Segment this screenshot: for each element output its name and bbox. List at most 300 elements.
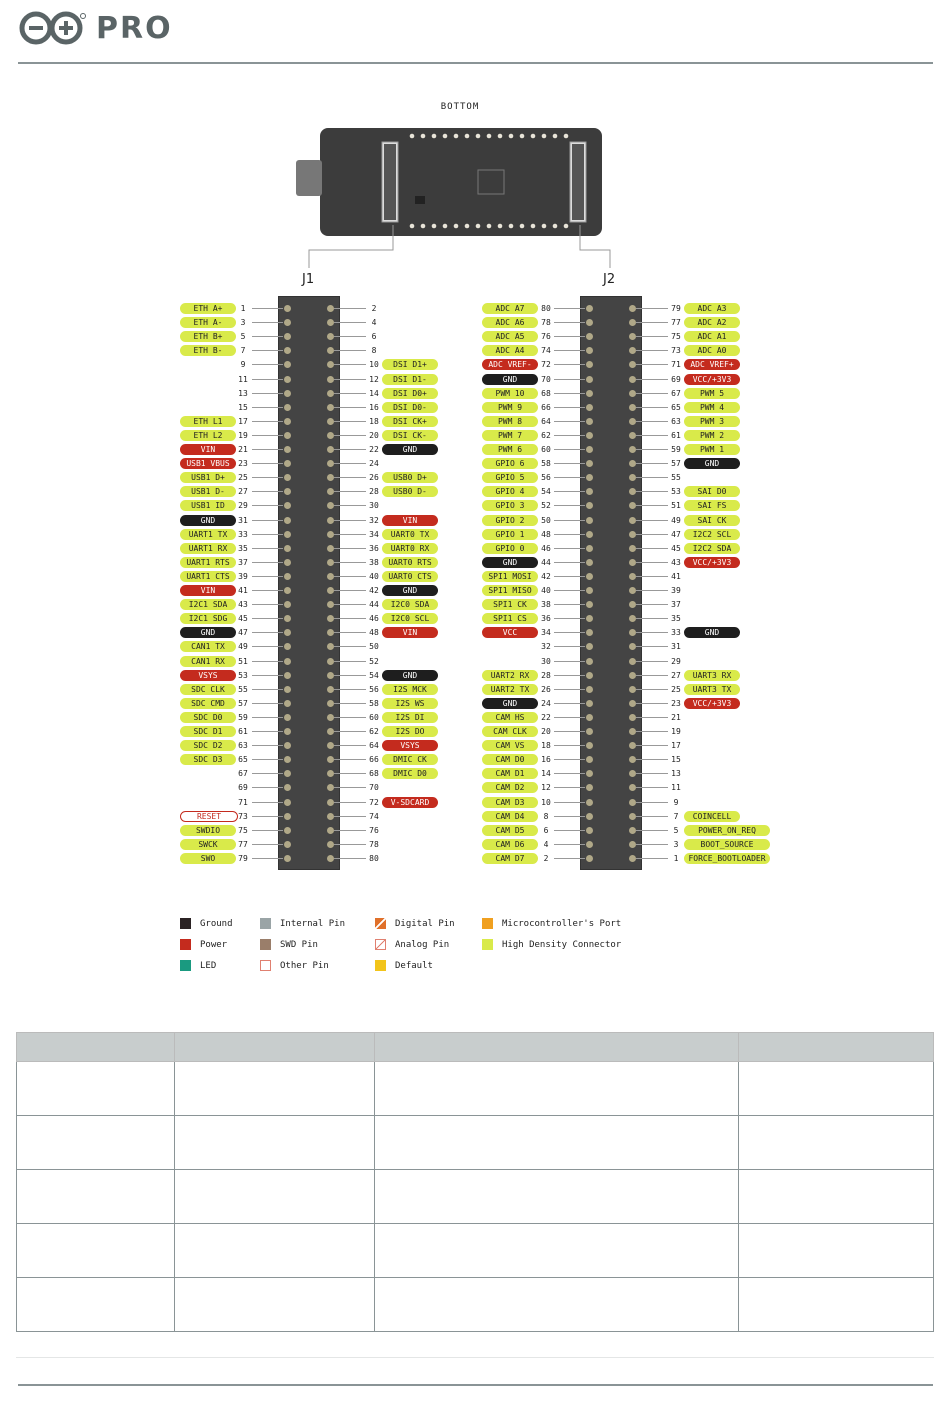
j1-right-pin-number: 16	[369, 402, 379, 412]
j2-left-pin-number: 14	[541, 769, 551, 779]
j1-right-pin-lead	[334, 661, 366, 662]
j1-right-pin-number: 60	[369, 712, 379, 722]
j2-left-pin-lead	[554, 604, 585, 605]
j1-left-pin-pad	[284, 841, 291, 848]
j1-left-pin-label: ETH B-	[180, 345, 236, 356]
j1-right-pin-number: 44	[369, 600, 379, 610]
j1-left-pin-lead	[252, 534, 283, 535]
j1-right-pin-number: 72	[369, 797, 379, 807]
j1-left-pin-label: VIN	[180, 444, 236, 455]
j1-right-pin-label: VIN	[382, 515, 438, 526]
j1-right-pin-label: I2S MCK	[382, 684, 438, 695]
j2-right-pin-number: 71	[671, 360, 681, 370]
j1-right-pin-lead	[334, 449, 366, 450]
j2-left-pin-lead	[554, 745, 585, 746]
j1-left-pin-label: SDC D1	[180, 726, 236, 737]
j2-left-pin-lead	[554, 675, 585, 676]
j1-left-pin-label: UART1 CTS	[180, 571, 236, 582]
j1-right-pin-pad	[327, 813, 334, 820]
j2-left-pin-number: 18	[541, 741, 551, 751]
j2-left-pin-number: 50	[541, 515, 551, 525]
j1-left-pin-lead	[252, 449, 283, 450]
j1-left-pin-pad	[284, 700, 291, 707]
legend-swatch	[260, 918, 271, 929]
j1-left-pin-pad	[284, 587, 291, 594]
j2-left-pin-pad	[586, 686, 593, 693]
j1-right-pin-pad	[327, 573, 334, 580]
j1-left-pin-number: 71	[238, 797, 248, 807]
legend-label: Analog Pin	[395, 939, 450, 950]
j2-left-pin-number: 60	[541, 445, 551, 454]
j2-left-pin-lead	[554, 435, 585, 436]
j2-right-pin-label: COINCELL	[684, 811, 740, 822]
j1-left-pin-label: USB1 VBUS	[180, 458, 236, 469]
j1-left-pin-lead	[252, 745, 283, 746]
j1-right-pin-number: 36	[369, 543, 379, 553]
j1-right-pin-pad	[327, 728, 334, 735]
j1-left-pin-pad	[284, 418, 291, 425]
table-row	[17, 1224, 934, 1278]
j2-left-pin-number: 44	[541, 557, 551, 567]
legend-swatch	[260, 939, 271, 950]
j2-right-pin-number: 59	[671, 445, 681, 454]
j1-left-pin-lead	[252, 379, 283, 380]
j1-left-pin-number: 53	[238, 670, 248, 680]
j2-left-pin-label: CAM VS	[482, 740, 538, 751]
j1-right-pin-label: USB0 D+	[382, 472, 438, 483]
j2-right-pin-label: ADC A0	[684, 345, 740, 356]
j1-left-pin-pad	[284, 390, 291, 397]
j2-left-pin-number: 32	[541, 642, 551, 652]
j2-left-pin-lead	[554, 717, 585, 718]
j2-right-pin-label: UART3 TX	[684, 684, 740, 695]
j1-right-pin-label: I2S WS	[382, 698, 438, 709]
j1-right-pin-number: 78	[369, 839, 379, 849]
legend-label: Ground	[200, 918, 233, 929]
j1-right-pin-number: 54	[369, 670, 379, 680]
j1-right-pin-number: 24	[369, 459, 379, 469]
j2-right-pin-pad	[629, 432, 636, 439]
j1-right-pin-label: GND	[382, 585, 438, 596]
j1-right-pin-label: VIN	[382, 627, 438, 638]
j1-left-pin-lead	[252, 604, 283, 605]
j1-left-pin-number: 33	[238, 529, 248, 539]
j1-right-pin-lead	[334, 505, 366, 506]
j1-right-pin-number: 32	[369, 515, 379, 525]
j2-right-pin-lead	[636, 731, 668, 732]
j2-right-pin-number: 79	[671, 304, 681, 313]
j1-left-pin-lead	[252, 717, 283, 718]
j2-right-pin-pad	[629, 545, 636, 552]
j2-left-pin-label: ADC A4	[482, 345, 538, 356]
j1-right-pin-lead	[334, 364, 366, 365]
j2-right-pin-number: 67	[671, 388, 681, 398]
j2-right-pin-pad	[629, 813, 636, 820]
legend-label: LED	[200, 960, 217, 971]
j2-left-pin-pad	[586, 559, 593, 566]
j2-right-pin-label: VCC/+3V3	[684, 557, 740, 568]
j2-right-pin-label: GND	[684, 627, 740, 638]
j2-right-pin-pad	[629, 573, 636, 580]
j2-right-pin-pad	[629, 700, 636, 707]
j1-right-pin-number: 22	[369, 445, 379, 454]
j1-left-pin-lead	[252, 393, 283, 394]
j2-left-pin-label: ADC A5	[482, 331, 538, 342]
j1-left-pin-label: SWDIO	[180, 825, 236, 836]
j1-left-pin-number: 55	[238, 684, 248, 694]
j1-left-pin-pad	[284, 799, 291, 806]
j2-right-pin-number: 25	[671, 684, 681, 694]
j2-right-pin-label: VCC/+3V3	[684, 374, 740, 385]
j1-left-pin-pad	[284, 517, 291, 524]
j2-left-pin-label: CAM D0	[482, 754, 538, 765]
j2-right-pin-lead	[636, 618, 668, 619]
j1-left-pin-label: CAN1 RX	[180, 656, 236, 667]
legend-item	[375, 960, 433, 971]
j1-right-pin-label: GND	[382, 444, 438, 455]
j1-right-pin-label: I2S DI	[382, 712, 438, 723]
j2-right-pin-number: 63	[671, 416, 681, 426]
view-label: BOTTOM	[440, 102, 480, 112]
j1-left-pin-lead	[252, 703, 283, 704]
j2-left-pin-label: UART2 TX	[482, 684, 538, 695]
j2-left-pin-label: PWM 7	[482, 430, 538, 441]
j1-left-pin-label: SDC D2	[180, 740, 236, 751]
j1-left-pin-number: 79	[238, 853, 248, 863]
j2-right-pin-pad	[629, 404, 636, 411]
j2-label: J2	[603, 272, 616, 287]
j2-right-pin-number: 61	[671, 430, 681, 440]
j2-right-pin-number: 7	[673, 811, 679, 821]
j1-left-pin-lead	[252, 491, 283, 492]
j2-right-pin-lead	[636, 802, 668, 803]
j2-right-pin-label: POWER_ON_REQ	[684, 825, 770, 836]
j1-right-pin-label: UART0 RTS	[382, 557, 438, 568]
j2-right-pin-label: ADC A3	[684, 303, 740, 314]
legend-swatch	[180, 918, 191, 929]
j2-right-pin-pad	[629, 446, 636, 453]
legend-swatch	[482, 939, 493, 950]
j2-left-pin-number: 46	[541, 543, 551, 553]
j1-left-pin-pad	[284, 658, 291, 665]
j1-left-pin-label: ETH L1	[180, 416, 236, 427]
j2-left-pin-lead	[554, 407, 585, 408]
j2-left-pin-label: SPI1 CS	[482, 613, 538, 624]
j2-right-pin-number: 55	[671, 473, 681, 483]
j2-right-pin-pad	[629, 714, 636, 721]
legend-item	[375, 918, 455, 929]
j1-right-pin-label: UART0 RX	[382, 543, 438, 554]
j1-right-pin-number: 30	[369, 501, 379, 511]
j2-left-pin-lead	[554, 491, 585, 492]
j1-right-pin-pad	[327, 686, 334, 693]
j2-right-pin-lead	[636, 703, 668, 704]
j1-right-pin-number: 26	[369, 473, 379, 483]
j1-right-pin-pad	[327, 545, 334, 552]
j1-left-pin-label: RESET	[180, 811, 238, 822]
j1-left-pin-label: USB1 D+	[180, 472, 236, 483]
j2-left-pin-lead	[554, 703, 585, 704]
j1-left-pin-number: 77	[238, 839, 248, 849]
j2-left-pin-pad	[586, 517, 593, 524]
j2-right-pin-number: 77	[671, 318, 681, 328]
j2-left-pin-lead	[554, 477, 585, 478]
j1-right-pin-lead	[334, 590, 366, 591]
legend-label: Microcontroller's Port	[502, 918, 622, 929]
j2-right-pin-number: 29	[671, 656, 681, 666]
j2-right-pin-label: I2C2 SCL	[684, 529, 740, 540]
j1-right-pin-number: 6	[371, 332, 377, 342]
j2-right-pin-pad	[629, 587, 636, 594]
j1-right-pin-number: 10	[369, 360, 379, 370]
j2-right-pin-pad	[629, 841, 636, 848]
j1-left-pin-lead	[252, 350, 283, 351]
j1-right-pin-pad	[327, 432, 334, 439]
j2-left-pin-pad	[586, 672, 593, 679]
j2-right-pin-label: ADC VREF+	[684, 359, 740, 370]
j1-left-pin-lead	[252, 548, 283, 549]
j2-right-pin-lead	[636, 505, 668, 506]
j1-right-pin-label: UART0 TX	[382, 529, 438, 540]
j2-left-pin-number: 58	[541, 459, 551, 469]
j2-left-pin-lead	[554, 393, 585, 394]
j1-left-pin-number: 27	[238, 487, 248, 497]
j2-right-pin-lead	[636, 379, 668, 380]
j2-left-pin-number: 76	[541, 332, 551, 342]
j1-left-pin-lead	[252, 520, 283, 521]
j2-left-pin-number: 74	[541, 346, 551, 356]
j2-right-pin-number: 17	[671, 741, 681, 751]
j2-left-pin-lead	[554, 379, 585, 380]
j2-left-pin-number: 40	[541, 586, 551, 595]
j2-left-pin-lead	[554, 421, 585, 422]
j1-right-pin-lead	[334, 787, 366, 788]
j1-right-pin-lead	[334, 731, 366, 732]
j2-left-pin-lead	[554, 773, 585, 774]
j1-left-pin-label: SDC CLK	[180, 684, 236, 695]
j2-left-pin-pad	[586, 573, 593, 580]
j1-right-pin-pad	[327, 714, 334, 721]
j2-left-pin-pad	[586, 700, 593, 707]
j1-right-pin-lead	[334, 844, 366, 845]
j2-left-pin-pad	[586, 728, 593, 735]
j2-left-pin-label: GND	[482, 557, 538, 568]
j2-left-pin-number: 10	[541, 797, 551, 807]
j2-left-pin-number: 80	[541, 304, 551, 313]
j1-right-pin-number: 66	[369, 755, 379, 765]
j2-left-pin-label: PWM 8	[482, 416, 538, 427]
j1-right-pin-pad	[327, 390, 334, 397]
legend-swatch	[180, 960, 191, 971]
j1-right-pin-lead	[334, 379, 366, 380]
j2-right-pin-number: 11	[671, 783, 681, 793]
j2-right-pin-pad	[629, 390, 636, 397]
j1-left-pin-label: ETH A-	[180, 317, 236, 328]
j2-left-pin-label: CAM D4	[482, 811, 538, 822]
j1-right-pin-number: 2	[371, 304, 377, 313]
j2-left-pin-number: 66	[541, 402, 551, 412]
j1-left-pin-number: 35	[238, 543, 248, 553]
j2-left-pin-label: CAM D3	[482, 797, 538, 808]
j1-right-pin-lead	[334, 548, 366, 549]
legend-item	[180, 960, 216, 971]
j1-right-pin-lead	[334, 675, 366, 676]
j1-left-pin-pad	[284, 545, 291, 552]
j2-left-pin-pad	[586, 827, 593, 834]
j1-left-pin-number: 49	[238, 642, 248, 652]
j1-left-pin-lead	[252, 463, 283, 464]
j1-right-pin-lead	[334, 562, 366, 563]
legend-label: Other Pin	[280, 960, 329, 971]
j2-left-pin-number: 72	[541, 360, 551, 370]
j2-right-pin-pad	[629, 658, 636, 665]
j1-right-pin-pad	[327, 446, 334, 453]
j1-left-pin-number: 3	[240, 318, 246, 328]
j1-right-pin-pad	[327, 305, 334, 312]
j1-left-pin-lead	[252, 802, 283, 803]
j2-left-pin-lead	[554, 449, 585, 450]
j2-right-pin-pad	[629, 827, 636, 834]
j2-left-pin-number: 4	[543, 839, 549, 849]
j2-right-pin-lead	[636, 562, 668, 563]
j2-right-pin-pad	[629, 855, 636, 862]
j1-left-pin-lead	[252, 477, 283, 478]
j2-left-pin-lead	[554, 576, 585, 577]
j1-right-pin-label: DMIC D0	[382, 768, 438, 779]
j1-right-pin-pad	[327, 587, 334, 594]
j2-left-pin-pad	[586, 855, 593, 862]
j1-right-pin-number: 76	[369, 825, 379, 835]
j2-left-pin-lead	[554, 858, 585, 859]
legend-label: Digital Pin	[395, 918, 455, 929]
j2-right-pin-number: 33	[671, 628, 681, 638]
j1-left-pin-number: 59	[238, 712, 248, 722]
j2-left-pin-label: CAM D6	[482, 839, 538, 850]
j1-left-pin-pad	[284, 728, 291, 735]
j1-left-pin-number: 67	[238, 769, 248, 779]
j1-right-pin-lead	[334, 435, 366, 436]
j1-left-pin-lead	[252, 364, 283, 365]
j1-label: J1	[302, 272, 315, 287]
j1-right-pin-number: 38	[369, 557, 379, 567]
j2-left-pin-lead	[554, 562, 585, 563]
j2-left-pin-number: 42	[541, 571, 551, 581]
legend-item	[180, 939, 227, 950]
j1-right-pin-lead	[334, 717, 366, 718]
legend-item	[260, 918, 345, 929]
legend-label: Default	[395, 960, 433, 971]
legend	[180, 918, 680, 978]
j1-right-pin-lead	[334, 491, 366, 492]
legend-label: Power	[200, 939, 228, 950]
j2-left-pin-lead	[554, 534, 585, 535]
j1-right-pin-lead	[334, 322, 366, 323]
j1-left-pin-number: 45	[238, 614, 248, 624]
j1-left-pin-number: 47	[238, 628, 248, 638]
j1-right-pin-pad	[327, 799, 334, 806]
j1-right-pin-label: DSI CK+	[382, 416, 438, 427]
j1-right-pin-number: 20	[369, 430, 379, 440]
j2-right-pin-lead	[636, 717, 668, 718]
j1-right-pin-lead	[334, 745, 366, 746]
j1-right-pin-lead	[334, 463, 366, 464]
j2-left-pin-label: ADC VREF-	[482, 359, 538, 370]
j2-right-pin-label: ADC A1	[684, 331, 740, 342]
j1-right-pin-lead	[334, 308, 366, 309]
j1-left-pin-pad	[284, 531, 291, 538]
j2-left-pin-pad	[586, 376, 593, 383]
j1-right-pin-pad	[327, 404, 334, 411]
j2-right-pin-lead	[636, 435, 668, 436]
j2-left-pin-number: 56	[541, 473, 551, 483]
j1-left-pin-number: 1	[240, 304, 246, 313]
j1-right-pin-lead	[334, 802, 366, 803]
legend-label: SWD Pin	[280, 939, 318, 950]
j2-right-pin-number: 35	[671, 614, 681, 624]
legend-label: Internal Pin	[280, 918, 346, 929]
j2-left-pin-lead	[554, 350, 585, 351]
j2-left-pin-label: SPI1 CK	[482, 599, 538, 610]
j2-left-pin-pad	[586, 714, 593, 721]
j2-right-pin-lead	[636, 520, 668, 521]
j1-left-pin-label: USB1 D-	[180, 486, 236, 497]
j1-left-pin-lead	[252, 576, 283, 577]
j1-left-pin-lead	[252, 773, 283, 774]
j2-right-pin-lead	[636, 689, 668, 690]
j2-left-pin-label: ADC A6	[482, 317, 538, 328]
j2-left-pin-label: GPIO 3	[482, 500, 538, 511]
j2-left-pin-pad	[586, 587, 593, 594]
j1-right-pin-number: 18	[369, 416, 379, 426]
j2-left-pin-label: GND	[482, 374, 538, 385]
table-row	[17, 1170, 934, 1224]
j1-right-pin-lead	[334, 421, 366, 422]
j2-right-pin-label: UART3 RX	[684, 670, 740, 681]
j1-right-pin-number: 42	[369, 586, 379, 595]
j1-left-pin-label: GND	[180, 515, 236, 526]
j2-left-pin-label: PWM 9	[482, 402, 538, 413]
j2-left-pin-pad	[586, 545, 593, 552]
j2-right-pin-label: SAI FS	[684, 500, 740, 511]
legend-swatch	[260, 960, 271, 971]
j2-left-pin-pad	[586, 658, 593, 665]
j2-right-pin-label: PWM 4	[684, 402, 740, 413]
j1-right-pin-number: 62	[369, 727, 379, 736]
j2-left-pin-pad	[586, 799, 593, 806]
j2-left-pin-lead	[554, 632, 585, 633]
j1-right-pin-lead	[334, 393, 366, 394]
table-faint-line	[16, 1357, 934, 1358]
j2-left-pin-label: GPIO 1	[482, 529, 538, 540]
j1-right-pin-label: I2C0 SCL	[382, 613, 438, 624]
j1-right-pin-lead	[334, 703, 366, 704]
j2-right-pin-lead	[636, 745, 668, 746]
j1-right-pin-lead	[334, 830, 366, 831]
j2-right-pin-lead	[636, 308, 668, 309]
brand-name: PRO	[96, 10, 173, 46]
j1-left-pin-pad	[284, 376, 291, 383]
j2-right-pin-number: 41	[671, 571, 681, 581]
j1-right-pin-pad	[327, 855, 334, 862]
j2-right-pin-label: GND	[684, 458, 740, 469]
j2-left-pin-lead	[554, 618, 585, 619]
j1-right-pin-label: UART0 CTS	[382, 571, 438, 582]
j1-left-pin-number: 73	[238, 811, 248, 821]
j1-right-pin-lead	[334, 646, 366, 647]
j2-left-pin-label: GPIO 0	[482, 543, 538, 554]
legend-item	[375, 939, 449, 950]
j2-right-pin-number: 73	[671, 346, 681, 356]
